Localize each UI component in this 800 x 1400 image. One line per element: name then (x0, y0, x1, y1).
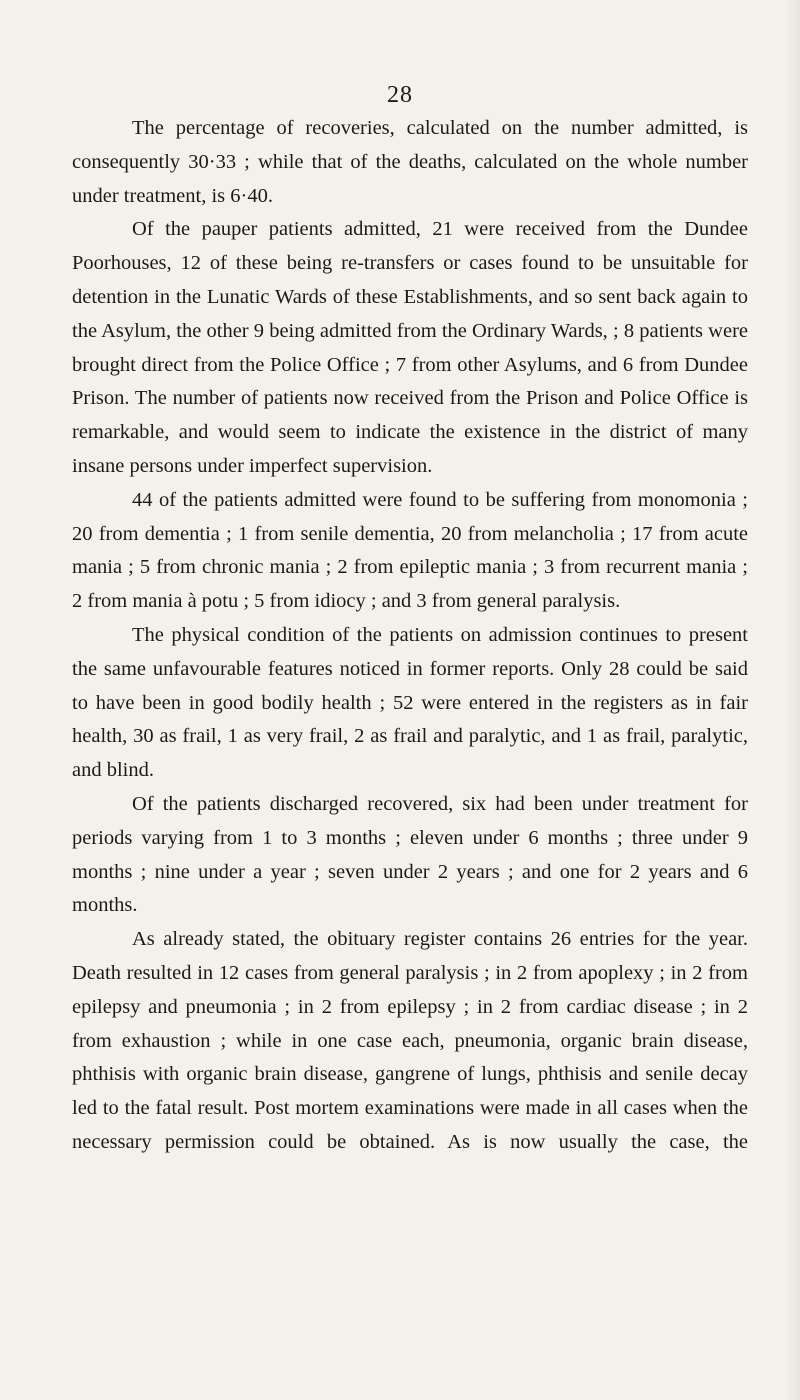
paragraph-obituary: As already stated, the obituary register contains 26 entries for the year. Death resulted in 12 cases from general paralysis ; in 2 from apoplexy ; in 2 from epilepsy and pneumonia ; in 2 from epilepsy ; in 2 from cardiac disease ; in 2 from exhaustion ; while in one case each, pneumonia, organic brain disease, phthisis with organic brain disease, gangrene of lungs, phthisis and senile decay led to the fatal result. Post mortem examinations were made in all cases when the necessary permission could be obtained. As is now usually the case, the (72, 928, 748, 1153)
body-text (72, 112, 748, 1160)
page-number: 28 (387, 82, 413, 108)
paragraph-physical-condition: The physical condition of the patients on admission continues to present the same unfavourable features noticed in former reports. Only 28 could be said to have been in good bodily health ; 52 were entered in the registers as in fair health, 30 as frail, 1 as very frail, 2 as frail and paralytic, and 1 as frail, paralytic, and blind. (72, 623, 748, 782)
paragraph-discharged-recovered: Of the patients discharged recovered, six had been under treatment for periods varying from 1 to 3 months ; eleven under 6 months ; three under 9 months ; nine under a year ; seven under 2 years ; and one for 2 years and 6 months. (72, 792, 748, 917)
page-edge-shadow (786, 0, 800, 1400)
paragraph-pauper-patients: Of the pauper patients admitted, 21 were received from the Dundee Poorhouses, 12 of these being re-transfers or cases found to be unsuitable for detention in the Lunatic Wards of these Establishments, and so sent back again to the Asylum, the other 9 being admitted from the Ordinary Wards, ; 8 patients were brought direct from the Police Office ; 7 from other Asylums, and 6 from Dundee Prison. The number of patients now received from the Prison and Police Office is remarkable, and would seem to indicate the existence in the district of many insane persons under imperfect supervision. (72, 218, 748, 477)
paragraph-diagnoses: 44 of the patients admitted were found to be suffering from monomonia ; 20 from dementia ; 1 from senile dementia, 20 from melancholia ; 17 from acute mania ; 5 from chronic mania ; 2 from epileptic mania ; 3 from recurrent mania ; 2 from mania à potu ; 5 from idiocy ; and 3 from general paralysis. (72, 488, 748, 613)
paragraph-recoveries: The percentage of recoveries, calculated on the number admitted, is consequently 30·33 ; while that of the deaths, calculated on the whole number under treatment, is 6·40. (72, 117, 748, 207)
